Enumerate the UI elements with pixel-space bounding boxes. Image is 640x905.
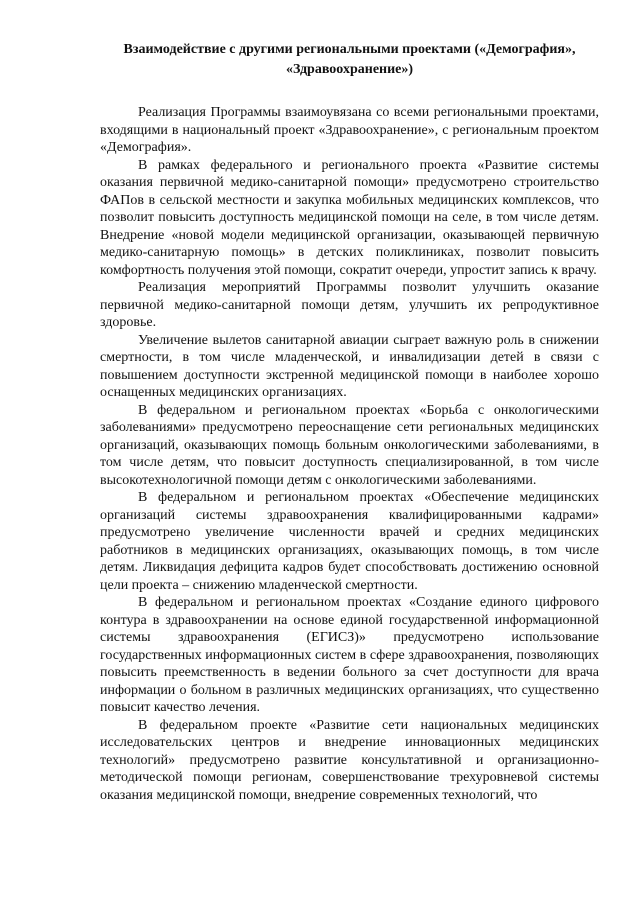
document-title-line-2: «Здравоохранение») <box>285 62 414 77</box>
paragraph-staffing: В федеральном и региональном проектах «Обеспечение медицинских организаций системы здравоохранения квалифицированными кадрами» предусмотрено увеличение численности врачей и средних медицинских работников в медицинских организациях, оказывающих помощь, в том числе детям. Ликвидация дефицита кадров будет способствовать достижению основной цели проекта – снижению младенческой смертности. <box>100 490 599 593</box>
document-body <box>100 104 599 804</box>
document-title <box>100 40 599 80</box>
paragraph-program-links: Реализация Программы взаимоувязана со всеми региональными проектами, входящими в национальный проект «Здравоохранение», с региональным проектом «Демография». <box>100 105 599 155</box>
paragraph-air-ambulance: Увеличение вылетов санитарной авиации сыграет важную роль в снижении смертности, в том числе младенческой, и инвалидизации детей в связи с повышением доступности экстренной медицинской помощи в наиболее хорошо оснащенных медицинских организациях. <box>100 332 599 400</box>
paragraph-reproductive-health: Реализация мероприятий Программы позволит улучшить оказание первичной медико-санитарной помощи детям, улучшить их репродуктивное здоровье. <box>100 280 599 330</box>
paragraph-research-centers: В федеральном проекте «Развитие сети национальных медицинских исследовательских центров и внедрение инновационных медицинских технологий» предусмотрено развитие консультативной и организационно-методической помощи регионам, совершенствование трехуровневой системы оказания медицинской помощи, внедрение современных технологий, что <box>100 717 599 803</box>
paragraph-digital-health: В федеральном и региональном проектах «Создание единого цифрового контура в здравоохранении на основе единой государственной информационной системы здравоохранения (ЕГИСЗ)» предусмотрено использование государственных информационных систем в сфере здравоохранения, позволяющих повысить преемственность в ведении больного за счет доступности для врача информации о больном в различных медицинских организациях, что существенно повысит качество лечения. <box>100 595 599 715</box>
paragraph-oncology: В федеральном и региональном проектах «Борьба с онкологическими заболеваниями» предусмотрено переоснащение сети региональных медицинских организаций, оказывающих помощь больным онкологическими заболеваниями, в том числе детям, что повысит доступность специализированной, в том числе высокотехнологичной помощи детям с онкологическими заболеваниями. <box>100 402 599 488</box>
paragraph-primary-care: В рамках федерального и регионального проекта «Развитие системы оказания первичной медико-санитарной помощи» предусмотрено строительство ФАПов в сельской местности и закупка мобильных медицинских комплексов, что позволит повысить доступность медицинской помощи на селе, в том числе детям. Внедрение «новой модели медицинской организации, оказывающей первичную медико-санитарную помощь» в детских поликлиниках, позволит повысить комфортность получения этой помощи, сократит очереди, упростит запись к врачу. <box>100 157 599 278</box>
document-page <box>100 40 599 870</box>
document-title-line-1: Взаимодействие с другими региональными проектами («Демография», <box>123 42 576 57</box>
